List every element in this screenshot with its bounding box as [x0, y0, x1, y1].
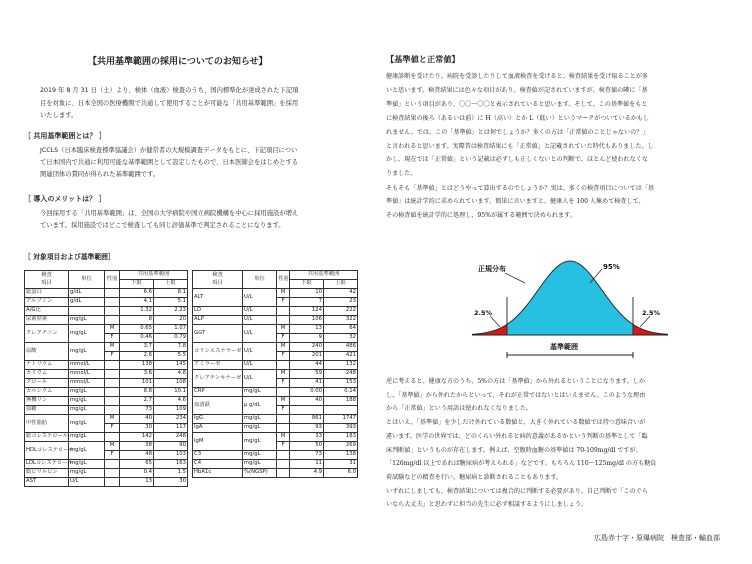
- cell-sex: [277, 415, 290, 424]
- cell-upper: 90: [154, 442, 188, 451]
- cell-item-name: カリウム: [25, 370, 69, 379]
- header-item-line: 項目: [212, 279, 223, 286]
- cell-sex: M: [277, 289, 290, 298]
- header-item-line: 検査: [212, 272, 223, 279]
- cell-lower: 7: [290, 298, 324, 307]
- cell-item-name: ナトリウム: [25, 361, 69, 370]
- cell-sex: [105, 316, 120, 325]
- header-item-line: 検査: [41, 272, 52, 279]
- cell-upper: 0.14: [324, 388, 358, 397]
- header-upper: 上限: [154, 280, 188, 289]
- cell-lower: 0.00: [290, 388, 324, 397]
- table-row: [25, 415, 188, 424]
- text-line: に検査結果の後ろ（あるいは前）に H（高い）とか L（低い）というマークがついているかもし: [386, 114, 650, 122]
- cell-lower: 0.65: [120, 325, 154, 334]
- cell-lower: 65: [120, 460, 154, 469]
- header-sex: 性別: [277, 271, 290, 289]
- cell-unit: mg/gL: [69, 442, 105, 460]
- cell-upper: 1.5: [154, 469, 188, 478]
- table-row: [25, 379, 188, 388]
- table-row: [193, 424, 358, 433]
- cell-item-name: HDLコレステロール: [25, 442, 69, 460]
- cell-upper: 248: [154, 433, 188, 442]
- cell-upper: 222: [324, 307, 358, 316]
- intro-paragraph: [40, 85, 362, 123]
- cell-lower: 1.32: [120, 307, 154, 316]
- header-sex: 性別: [105, 271, 120, 289]
- header-unit: 単位: [243, 271, 277, 289]
- cell-sex: M: [277, 343, 290, 352]
- cell-lower: 240: [290, 343, 324, 352]
- cell-upper: 5.5: [154, 352, 188, 361]
- cell-item-name: アルブミン: [25, 298, 69, 307]
- cell-lower: 106: [290, 316, 324, 325]
- table-row: [25, 361, 188, 370]
- pointer-left-tail: [490, 316, 500, 327]
- table-row: [25, 478, 188, 487]
- cell-sex: M: [277, 370, 290, 379]
- table-row: [25, 433, 188, 442]
- table-row: [25, 460, 188, 469]
- cell-sex: [105, 478, 120, 487]
- text-line: と言われると思います。実際昔は検査結果にも「正常値」と記載されていた時代もありました。し: [386, 142, 654, 150]
- cell-unit: U/L: [243, 307, 277, 316]
- table-row: [193, 388, 358, 397]
- cell-item-name: IgA: [193, 424, 243, 433]
- cell-upper: 234: [154, 415, 188, 424]
- cell-lower: 4.9: [290, 469, 324, 478]
- cell-upper: 183: [324, 433, 358, 442]
- cell-sex: [105, 460, 120, 469]
- cell-item-name: カルシウム: [25, 388, 69, 397]
- cell-lower: 10: [290, 289, 324, 298]
- cell-lower: 4.1: [120, 298, 154, 307]
- cell-sex: F: [277, 334, 290, 343]
- text-line: れません。では、この「基準値」とは何でしょうか？多くの方は「正常値のことじゃないの？」: [386, 128, 649, 136]
- cell-item-name: 総ビリルビン: [25, 469, 69, 478]
- cell-lower: 13: [290, 325, 324, 334]
- text-line: 床判断値」というものが存在します。例えば、空腹時血糖の基準値は 70-109mg/dl ですが、: [386, 446, 642, 454]
- cell-unit: mg/gL: [69, 325, 105, 343]
- cell-lower: 142: [120, 433, 154, 442]
- cell-sex: [105, 307, 120, 316]
- text-line: 準値」は統計学的に求められています。簡単に言いますと、健康人を 100 人集めて検査して、: [386, 198, 645, 206]
- section-heading-what-is: ［ 共用基準範囲とは？ ］: [24, 132, 106, 140]
- cell-upper: 4.6: [154, 397, 188, 406]
- cell-sex: [277, 424, 290, 433]
- cell-sex: M: [105, 415, 120, 424]
- text-line: とはいえ、「基準値」を少しだけ外れている数値と、大きく外れている数値では持つ意味合いが: [386, 419, 646, 427]
- cell-item-name: IgM: [193, 433, 243, 451]
- cell-item-name: ALP: [193, 316, 243, 325]
- table-heading: ［ 対象項目および基準範囲］: [24, 253, 115, 261]
- table-row: [25, 289, 188, 298]
- cell-unit: μ g/dL: [243, 397, 277, 415]
- text-line: いと思います。検査結果には色々な項目があり、検査値が記されていますが、検査値の隣に「基: [386, 86, 648, 94]
- cell-upper: 393: [324, 424, 358, 433]
- cell-upper: 6.0: [324, 469, 358, 478]
- section-body-what-is: [40, 145, 362, 181]
- body-line: て日本国内で共通に利用可能な基準範囲として設定したもので、日本医師会をはじめとする: [40, 159, 299, 166]
- cell-sex: [105, 388, 120, 397]
- cell-item-name: クロール: [25, 379, 69, 388]
- cell-upper: 8.1: [154, 289, 188, 298]
- cell-lower: 41: [290, 379, 324, 388]
- text-line: いずれにしましても、検査結果については複合的に判断する必要があり、自己判断で「このぐら: [386, 487, 648, 495]
- cell-lower: 138: [120, 361, 154, 370]
- paragraph-statistics: [386, 182, 734, 222]
- normal-distribution-diagram: [470, 255, 670, 373]
- cell-lower: 11: [290, 460, 324, 469]
- table-row: [193, 451, 358, 460]
- table-row: [193, 370, 358, 379]
- notice-title: 【共用基準範囲の採用についてのお知らせ】: [88, 57, 268, 67]
- cell-lower: 201: [290, 352, 324, 361]
- cell-unit: mg/gL: [243, 415, 277, 424]
- intro-line: 2019 年 8 月 31 日（土）より、検体（血液）検査のうち、国内標準化が達成された下記項: [40, 87, 299, 94]
- table-row: [193, 289, 358, 298]
- cell-sex: M: [105, 343, 120, 352]
- cell-unit: U/L: [243, 316, 277, 325]
- cell-lower: 101: [120, 379, 154, 388]
- cell-upper: 30: [154, 478, 188, 487]
- header-lower: 下限: [120, 280, 154, 289]
- cell-lower: 40: [120, 415, 154, 424]
- cell-unit: mg/gL: [243, 451, 277, 460]
- cell-item-name: コリンエステラーゼ: [193, 343, 243, 361]
- cell-item-name: クレアチニン: [25, 325, 69, 343]
- cell-item-name: C4: [193, 460, 243, 469]
- left-tail-label: 2.5%: [474, 309, 493, 317]
- cell-lower: 40: [290, 397, 324, 406]
- cell-lower: 33: [290, 433, 324, 442]
- cell-upper: 163: [154, 460, 188, 469]
- reference-range-label: 基準範囲: [550, 343, 578, 351]
- cell-item-name: 尿素窒素: [25, 316, 69, 325]
- cell-sex: F: [277, 298, 290, 307]
- cell-item-name: 総コレステロール: [25, 433, 69, 442]
- cell-lower: 59: [290, 370, 324, 379]
- cell-lower: 0.46: [120, 334, 154, 343]
- cell-sex: F: [105, 352, 120, 361]
- cell-lower: 48: [120, 451, 154, 460]
- cell-lower: 30: [120, 424, 154, 433]
- cell-item-name: 尿酸: [25, 343, 69, 361]
- cell-upper: 0.79: [154, 334, 188, 343]
- header-lower: 下限: [290, 280, 324, 289]
- cell-lower: 0.4: [120, 469, 154, 478]
- center-percent-label: 95%: [603, 263, 620, 271]
- header-item: [193, 271, 243, 289]
- cell-item-name: LD: [193, 307, 243, 316]
- reference-table-left: [24, 270, 188, 487]
- text-line: 「126mg/dl 以上であれば糖尿病が考えられる」などです。もちろん 110～125mg/dl の方も糖負: [386, 460, 657, 468]
- cell-sex: F: [277, 379, 290, 388]
- cell-unit: mg/gL: [69, 406, 105, 415]
- table-row: [25, 298, 188, 307]
- cell-upper: 64: [324, 325, 358, 334]
- cell-item-name: 総蛋白: [25, 289, 69, 298]
- cell-sex: M: [277, 433, 290, 442]
- table-row: [25, 388, 188, 397]
- cell-sex: [277, 307, 290, 316]
- cell-unit: mmol/L: [69, 379, 105, 388]
- text-line: 準値」という項目があり、〇〇～〇〇と表示されていると思います。そして、この基準値をもと: [386, 100, 648, 108]
- cell-unit: mg/gL: [69, 415, 105, 433]
- cell-item-name: 中性脂肪: [25, 415, 69, 433]
- cell-upper: 42: [324, 289, 358, 298]
- text-line: し、「基準値」から外れたからといって、それが正常ではないとはいえません。このような理由: [386, 391, 646, 399]
- footer-department: 広島赤十字・原爆病院 検査部・輸血部: [594, 534, 720, 542]
- table-row: [25, 307, 188, 316]
- cell-sex: [105, 370, 120, 379]
- cell-lower: 2.6: [120, 352, 154, 361]
- cell-item-name: CRP: [193, 388, 243, 397]
- cell-sex: [105, 379, 120, 388]
- cell-sex: F: [105, 424, 120, 433]
- text-line: 健康診断を受けたり、病院を受診したりして血液検査を受けると、検査結果を受け取ることが多: [386, 73, 649, 80]
- section-heading-merit: ［ 導入のメリットは？ ］: [24, 195, 106, 203]
- cell-upper: 117: [154, 424, 188, 433]
- cell-item-name: A/G比: [25, 307, 69, 316]
- cell-upper: 5.1: [154, 298, 188, 307]
- cell-sex: M: [105, 442, 120, 451]
- cell-upper: 1747: [324, 415, 358, 424]
- text-line: かし、現在では「正常値」という記載は必ずしも正しくないとの判断で、ほとんど使われなくな: [386, 156, 648, 164]
- cell-upper: 2.23: [154, 307, 188, 316]
- cell-unit: U/L: [243, 289, 277, 307]
- table-row: [25, 406, 188, 415]
- cell-sex: M: [277, 397, 290, 406]
- cell-unit: mmol/L: [69, 361, 105, 370]
- cell-upper: 23: [324, 298, 358, 307]
- cell-sex: [277, 460, 290, 469]
- cell-item-name: HbA1c: [193, 469, 243, 478]
- cell-upper: 138: [324, 451, 358, 460]
- cell-unit: mg/gL: [69, 343, 105, 361]
- cell-item-name: クレアチンキナーゼ: [193, 370, 243, 388]
- cell-unit: mg/gL: [243, 424, 277, 433]
- section-body-merit: [40, 208, 362, 232]
- cell-unit: U/L: [243, 343, 277, 361]
- table-row: [25, 343, 188, 352]
- cell-lower: 2.7: [120, 397, 154, 406]
- cell-sex: [105, 298, 120, 307]
- cell-unit: mg/gL: [69, 469, 105, 478]
- cell-upper: 486: [324, 343, 358, 352]
- cell-upper: 10.1: [154, 388, 188, 397]
- cell-lower: 8.8: [120, 388, 154, 397]
- cell-unit: %(NGSP): [243, 469, 277, 478]
- cell-unit: U/L: [243, 325, 277, 343]
- table-row: [193, 343, 358, 352]
- cell-sex: M: [277, 325, 290, 334]
- cell-upper: 20: [154, 316, 188, 325]
- cell-unit: U/L: [69, 478, 105, 487]
- pointer-normal: [505, 273, 525, 283]
- cell-sex: [105, 289, 120, 298]
- text-line: りました。: [386, 170, 417, 178]
- table-row: [193, 361, 358, 370]
- cell-upper: [324, 406, 358, 415]
- cell-upper: 188: [324, 397, 358, 406]
- cell-upper: 145: [154, 361, 188, 370]
- table-row: [193, 433, 358, 442]
- table-row: [193, 397, 358, 406]
- cell-sex: [105, 361, 120, 370]
- cell-lower: 13: [120, 478, 154, 487]
- cell-item-name: C3: [193, 451, 243, 460]
- cell-unit: U/L: [243, 370, 277, 388]
- cell-sex: [277, 469, 290, 478]
- intro-line: 目を対象に、日本全国の医療機関で共通して使用することが可能な「共用基準範囲」を採用: [40, 99, 299, 107]
- cell-upper: 109: [154, 406, 188, 415]
- table-header-row: [193, 271, 358, 280]
- cell-sex: F: [277, 406, 290, 415]
- cell-unit: U/L: [243, 361, 277, 370]
- cell-item-name: ALT: [193, 289, 243, 307]
- cell-lower: 124: [290, 307, 324, 316]
- cell-upper: 103: [154, 451, 188, 460]
- cell-lower: 73: [120, 406, 154, 415]
- cell-unit: g/dL: [69, 298, 105, 307]
- cell-lower: 3.7: [120, 343, 154, 352]
- cell-unit: mg/gL: [69, 388, 105, 397]
- cell-unit: g/dL: [69, 289, 105, 298]
- cell-lower: 73: [290, 451, 324, 460]
- cell-upper: 7.8: [154, 343, 188, 352]
- cell-lower: 8: [120, 316, 154, 325]
- cell-upper: 32: [324, 334, 358, 343]
- table-header-row: [25, 271, 188, 280]
- cell-upper: 269: [324, 442, 358, 451]
- table-row: [25, 316, 188, 325]
- reference-table-right: [192, 270, 358, 478]
- cell-sex: F: [277, 352, 290, 361]
- cell-unit: [69, 307, 105, 316]
- paragraph-clinical-judgment: [386, 375, 734, 512]
- cell-sex: [105, 397, 120, 406]
- cell-lower: [290, 406, 324, 415]
- cell-sex: [277, 388, 290, 397]
- cell-sex: [277, 451, 290, 460]
- text-line: 逆に考えると、健康な方のうち、5%の方は「基準値」から外れるということになります。しか: [386, 378, 646, 385]
- cell-sex: F: [105, 334, 120, 343]
- cell-upper: 31: [324, 460, 358, 469]
- cell-sex: [105, 469, 120, 478]
- cell-item-name: アミラーゼ: [193, 361, 243, 370]
- normal-distribution-label: 正規分布: [478, 265, 506, 273]
- cell-lower: 50: [290, 442, 324, 451]
- header-item-line: 項目: [41, 279, 52, 286]
- body-line: JCCLS（日本臨床検査標準協議会）が健常者の大規模調査データをもとに、下記項目につい: [40, 147, 298, 154]
- table-row: [25, 442, 188, 451]
- pointer-right-tail: [640, 316, 650, 327]
- table-row: [193, 469, 358, 478]
- cell-item-name: IgG: [193, 415, 243, 424]
- cell-item-name: LDLコレステロール: [25, 460, 69, 469]
- cell-item-name: 血清鉄: [193, 397, 243, 415]
- table-row: [193, 460, 358, 469]
- table-row: [25, 469, 188, 478]
- bell-curve-body: [507, 261, 633, 335]
- cell-lower: 3.6: [120, 370, 154, 379]
- header-upper: 上限: [324, 280, 358, 289]
- header-range: 共用基準範囲: [290, 271, 358, 280]
- cell-unit: mg/gL: [69, 460, 105, 469]
- cell-sex: M: [105, 325, 120, 334]
- reference-value-title: 【基準値と正常値】: [386, 54, 460, 64]
- cell-sex: F: [277, 442, 290, 451]
- body-line: 今回採用する「共用基準範囲」は、全国の大学病院や国立病院機構を中心に採用施設が増え: [40, 210, 299, 217]
- cell-lower: 861: [290, 415, 324, 424]
- cell-sex: [277, 316, 290, 325]
- text-line: そもそも「基準値」とはどうやって算出するのでしょうか？実は、多くの検査項目については「基: [386, 185, 655, 192]
- cell-upper: 421: [324, 352, 358, 361]
- cell-item-name: 無機リン: [25, 397, 69, 406]
- cell-sex: [105, 406, 120, 415]
- cell-item-name: GGT: [193, 325, 243, 343]
- table-row: [193, 307, 358, 316]
- body-line: 関連団体の賛同が得られた基準範囲です。: [40, 171, 160, 178]
- cell-lower: 9: [290, 334, 324, 343]
- body-line: ています。採用施設ではどこで検査しても同じ評価基準で判定されることになります。: [40, 222, 285, 229]
- cell-item-name: 血糖: [25, 406, 69, 415]
- header-item: [25, 271, 69, 289]
- text-line: 違います。医学の世界では、どのくらい外れると病的意義があるかという判断の基準として「臨: [386, 432, 648, 440]
- cell-unit: mg/gL: [69, 433, 105, 442]
- cell-upper: 153: [324, 379, 358, 388]
- text-line: から「正常値」という用語は使われなくなりました。: [386, 405, 533, 413]
- table-row: [193, 316, 358, 325]
- table-row: [25, 370, 188, 379]
- cell-unit: mg/gL: [69, 316, 105, 325]
- text-line: 荷試験などの精査を行い、糖尿病と診断されることもあります。: [386, 473, 563, 481]
- cell-upper: 4.8: [154, 370, 188, 379]
- header-unit: 単位: [69, 271, 105, 289]
- table-row: [193, 325, 358, 334]
- paragraph-intro: [386, 70, 734, 181]
- cell-unit: mg/gL: [243, 433, 277, 451]
- cell-unit: mmol/L: [69, 370, 105, 379]
- intro-line: いたします。: [40, 112, 78, 119]
- cell-sex: F: [105, 451, 120, 460]
- cell-unit: mg/gL: [243, 388, 277, 397]
- cell-upper: 132: [324, 361, 358, 370]
- cell-lower: 93: [290, 424, 324, 433]
- cell-item-name: AST: [25, 478, 69, 487]
- cell-upper: 1.07: [154, 325, 188, 334]
- cell-unit: mg/gL: [69, 397, 105, 406]
- cell-unit: mg/gL: [243, 460, 277, 469]
- text-line: いなら大丈夫」と思わずに担当の先生に必ず相談するようにしましょう。: [386, 501, 588, 509]
- table-row: [25, 397, 188, 406]
- header-range: 共用基準範囲: [120, 271, 188, 280]
- cell-upper: 108: [154, 379, 188, 388]
- table-row: [193, 415, 358, 424]
- cell-lower: 44: [290, 361, 324, 370]
- cell-lower: 6.6: [120, 289, 154, 298]
- table-row: [25, 325, 188, 334]
- cell-sex: [277, 361, 290, 370]
- cell-upper: 248: [324, 370, 358, 379]
- text-line: その検査値を統計学的に処理し、95%が属する範囲で決められます。: [386, 211, 576, 219]
- right-tail-label: 2.5%: [642, 309, 661, 317]
- cell-upper: 322: [324, 316, 358, 325]
- cell-sex: [105, 433, 120, 442]
- cell-lower: 38: [120, 442, 154, 451]
